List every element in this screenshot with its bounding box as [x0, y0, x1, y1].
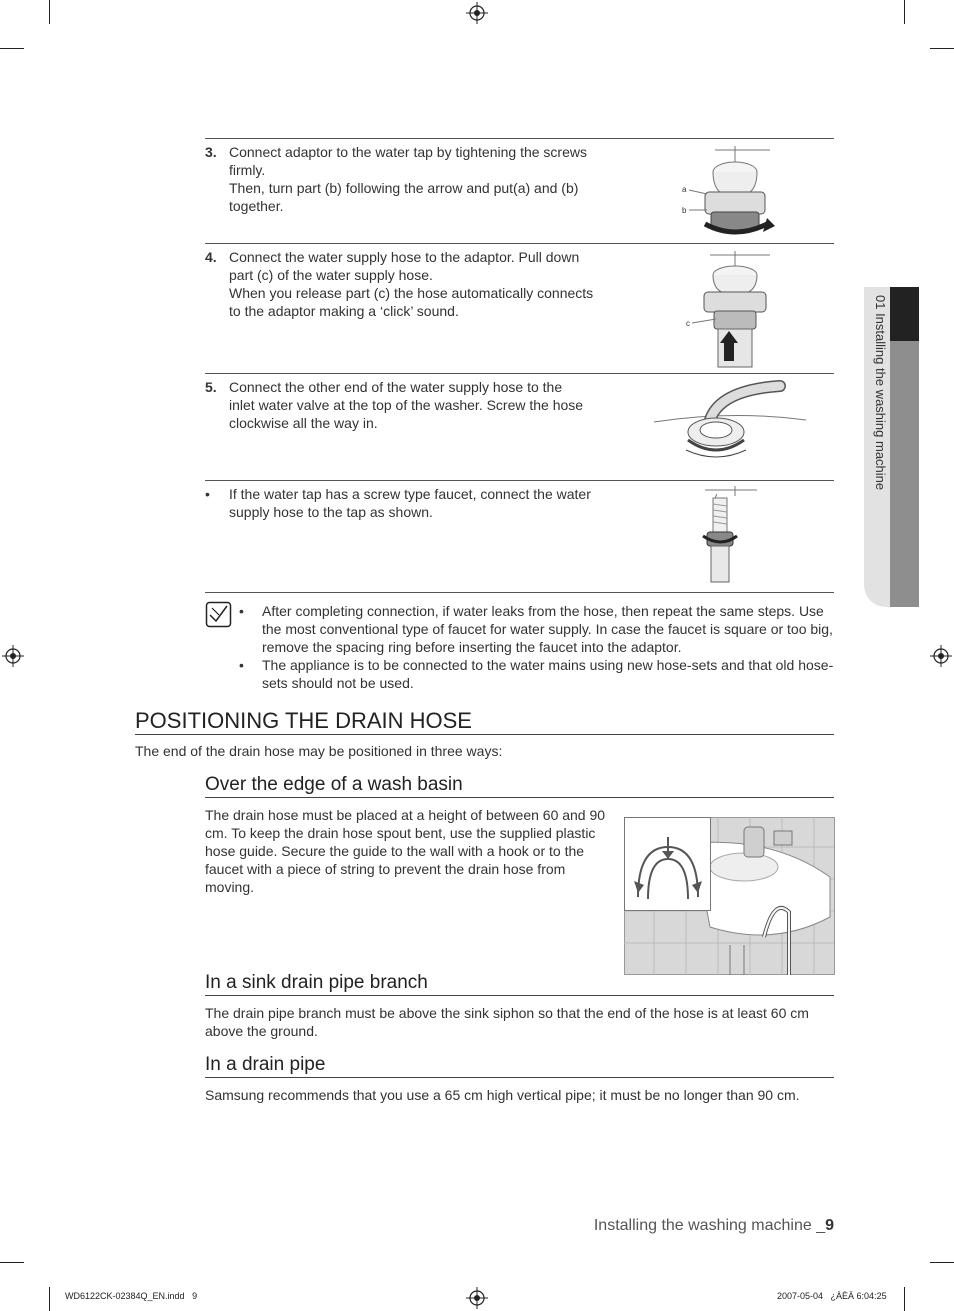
crop-mark	[904, 1287, 905, 1311]
figure-label-c: c	[686, 319, 690, 328]
subsection-rule	[205, 1077, 834, 1078]
step-number: 3.	[205, 144, 217, 160]
registration-mark-icon	[930, 645, 952, 667]
subsection-title: Over the edge of a wash basin	[205, 774, 463, 795]
subsection-text: The drain hose must be placed at a height of between 60 and 90 cm. To keep the drain hose spout bent, use the supplied plastic hose guide. Secure the guide to the wall with a hook or to the faucet with a piece of string to prevent the drain hose from moving.	[205, 807, 606, 895]
note-icon	[205, 601, 232, 628]
step-line: part (c) of the water supply hose.	[229, 267, 433, 283]
crop-mark	[49, 0, 50, 24]
screw-faucet-illustration	[695, 484, 765, 584]
step-number: 4.	[205, 249, 217, 265]
subsection-rule	[205, 797, 834, 798]
side-tab-label: 01 Installing the washing machine	[873, 295, 888, 491]
step-divider	[205, 592, 834, 593]
step-line: Then, turn part (b) following the arrow and put(a) and (b)	[229, 180, 579, 196]
step-divider	[205, 480, 834, 481]
figure-label-b: b	[682, 206, 687, 215]
crop-mark	[930, 48, 954, 49]
note-item: The appliance is to be connected to the water mains using new hose-sets and that old hose-sets should not be used.	[262, 657, 834, 691]
step-line: supply hose to the tap as shown.	[229, 504, 433, 520]
side-tab-label-wrap	[868, 295, 888, 535]
registration-mark-icon	[466, 1287, 488, 1309]
page-footer	[594, 1217, 834, 1235]
side-tab-marker	[890, 287, 919, 341]
step-line: If the water tap has a screw type faucet, connect the water	[229, 486, 591, 502]
step-text	[229, 143, 619, 215]
registration-mark-icon	[466, 2, 488, 24]
note-bullet: •	[239, 657, 244, 673]
registration-mark-icon	[2, 645, 24, 667]
crop-mark	[0, 1262, 24, 1263]
section-intro: The end of the drain hose may be positioned in three ways:	[135, 743, 503, 759]
note-bullet: •	[239, 603, 244, 619]
section-rule	[135, 734, 834, 735]
page-number: 9	[825, 1217, 834, 1234]
step-divider	[205, 373, 834, 374]
step-divider	[205, 138, 834, 139]
step-number: 5.	[205, 379, 217, 395]
footer-chapter: Installing the washing machine _	[593, 1217, 826, 1234]
crop-mark	[0, 48, 24, 49]
step-text	[229, 485, 619, 521]
subsection-rule	[205, 995, 834, 996]
step-line: Connect the other end of the water supply hose to the	[229, 379, 563, 395]
step-text	[229, 378, 619, 432]
step-line: Connect the water supply hose to the adaptor. Pull down	[229, 249, 580, 265]
subsection-text: Samsung recommends that you use a 65 cm high vertical pipe; it must be no longer than 90 cm.	[205, 1087, 800, 1103]
print-timestamp: 2007-05-04 ¿ÀÈÄ 6:04:25	[777, 1291, 887, 1301]
subsection-title: In a sink drain pipe branch	[205, 972, 428, 993]
step-line: inlet water valve at the top of the washer. Screw the hose	[229, 397, 584, 413]
step-line: clockwise all the way in.	[229, 415, 378, 431]
step-divider	[205, 243, 834, 244]
step-line: firmly.	[229, 162, 266, 178]
crop-mark	[904, 0, 905, 24]
subsection-title: In a drain pipe	[205, 1054, 326, 1075]
step-line: When you release part (c) the hose automatically connects	[229, 285, 594, 301]
crop-mark	[49, 1287, 50, 1311]
step-line: to the adaptor making a ‘click’ sound.	[229, 303, 459, 319]
step-bullet: •	[205, 486, 210, 502]
figure-label-a: a	[682, 185, 687, 194]
wash-basin-illustration	[624, 817, 835, 975]
side-tab-bar	[890, 341, 919, 607]
section-title: POSITIONING THE DRAIN HOSE	[135, 708, 472, 733]
print-file-info: WD6122CK-02384Q_EN.indd 9	[65, 1291, 198, 1301]
adaptor-tap-illustration	[675, 142, 785, 240]
step-line: Connect adaptor to the water tap by tightening the screws	[229, 144, 587, 160]
inlet-valve-illustration	[650, 380, 810, 468]
step-text	[229, 248, 619, 320]
step-line: together.	[229, 198, 284, 214]
crop-mark	[930, 1262, 954, 1263]
note-item: After completing connection, if water leaks from the hose, then repeat the same steps. Use the most conventional type of faucet for water supply. In case the faucet is square or too big, remove the spacing ring before inserting the faucet into the adaptor.	[262, 603, 833, 655]
hose-adaptor-illustration	[680, 247, 790, 369]
subsection-text: The drain pipe branch must be above the sink siphon so that the end of the hose is at least 60 cm above the ground.	[205, 1005, 809, 1039]
